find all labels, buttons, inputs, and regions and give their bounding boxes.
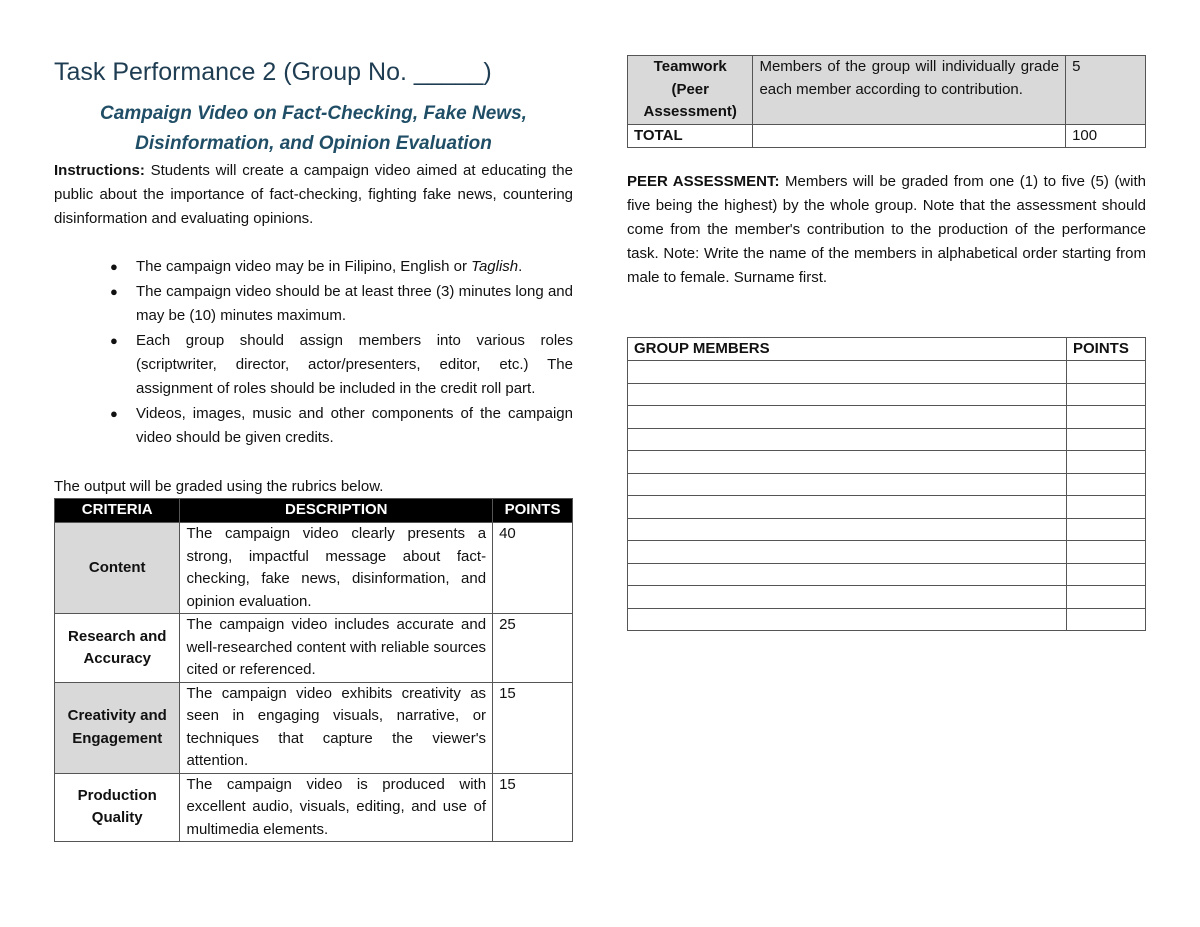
total-description xyxy=(753,124,1066,148)
member-name-cell[interactable] xyxy=(628,541,1067,564)
member-points-cell[interactable] xyxy=(1067,451,1146,474)
group-members-header: GROUP MEMBERS xyxy=(628,338,1067,361)
subtitle-line-1: Campaign Video on Fact-Checking, Fake News, xyxy=(100,103,527,124)
table-row xyxy=(628,518,1146,541)
rubric-criteria: Teamwork (Peer Assessment) xyxy=(628,56,753,125)
peer-assessment-label: PEER ASSESSMENT: xyxy=(627,173,780,190)
member-name-cell[interactable] xyxy=(628,586,1067,609)
bullet-icon: ● xyxy=(110,284,118,299)
member-rows xyxy=(628,361,1146,631)
member-points-cell[interactable] xyxy=(1067,406,1146,429)
instructions-label: Instructions: xyxy=(54,162,145,179)
table-row xyxy=(628,541,1146,564)
table-row xyxy=(628,406,1146,429)
members-header-row xyxy=(628,338,1146,361)
member-points-cell[interactable] xyxy=(1067,473,1146,496)
bullet-icon: ● xyxy=(110,333,118,348)
member-points-cell[interactable] xyxy=(1067,541,1146,564)
table-row xyxy=(628,428,1146,451)
table-row xyxy=(628,383,1146,406)
member-points-cell[interactable] xyxy=(1067,608,1146,631)
table-row xyxy=(55,682,573,773)
rubric-points: 15 xyxy=(493,682,573,773)
member-points-cell[interactable] xyxy=(1067,383,1146,406)
rubric-description: The campaign video clearly presents a strong, impactful message about fact-checking, fake news, disinformation, and opinion evaluation. xyxy=(180,523,493,614)
member-name-cell[interactable] xyxy=(628,563,1067,586)
peer-assessment-text: Members will be graded from one (1) to five (5) (with five being the highest) by the whole group. Note that the assessment should come from the member's contribution to the production of the performance task. Note: Write the name of the members in alphabetical order starting from male to female. Surname first. xyxy=(627,173,1146,286)
member-name-cell[interactable] xyxy=(628,518,1067,541)
subtitle-line-2: Disinformation, and Opinion Evaluation xyxy=(135,133,492,154)
total-points: 100 xyxy=(1066,124,1146,148)
bullet-icon: ● xyxy=(110,406,118,421)
member-points-cell[interactable] xyxy=(1067,563,1146,586)
rubric-criteria: Content xyxy=(55,523,180,614)
rubric-criteria: Research and Accuracy xyxy=(55,614,180,683)
page-title: Task Performance 2 (Group No. _____) xyxy=(54,58,492,86)
page-subtitle xyxy=(54,99,573,159)
group-members-table xyxy=(627,337,1146,631)
rubric-header-row xyxy=(55,499,573,523)
rubric-description: Members of the group will individually grade each member according to contribution. xyxy=(753,56,1066,125)
member-name-cell[interactable] xyxy=(628,361,1067,384)
table-row xyxy=(628,496,1146,519)
bullet-icon: ● xyxy=(110,259,118,274)
table-row xyxy=(628,56,1146,125)
rubric-points: 5 xyxy=(1066,56,1146,125)
list-item: ● Each group should assign members into various roles (scriptwriter, director, actor/presenters, editor, etc.) The assignment of roles should be included in the credit roll part. xyxy=(54,329,573,401)
points-header: POINTS xyxy=(1067,338,1146,361)
description-header: DESCRIPTION xyxy=(180,499,493,523)
rubric-table xyxy=(54,498,573,842)
table-row xyxy=(628,608,1146,631)
member-name-cell[interactable] xyxy=(628,473,1067,496)
member-points-cell[interactable] xyxy=(1067,518,1146,541)
instructions-paragraph xyxy=(54,159,573,231)
list-item: ● Videos, images, music and other components of the campaign video should be given credits. xyxy=(54,402,573,450)
member-name-cell[interactable] xyxy=(628,428,1067,451)
list-item: ● The campaign video may be in Filipino, English or Taglish. xyxy=(54,255,573,279)
member-points-cell[interactable] xyxy=(1067,361,1146,384)
rubric-points: 15 xyxy=(493,773,573,842)
member-points-cell[interactable] xyxy=(1067,496,1146,519)
member-name-cell[interactable] xyxy=(628,496,1067,519)
member-name-cell[interactable] xyxy=(628,451,1067,474)
table-row xyxy=(628,473,1146,496)
member-name-cell[interactable] xyxy=(628,406,1067,429)
points-header: POINTS xyxy=(493,499,573,523)
rubric-description: The campaign video exhibits creativity as seen in engaging visuals, narrative, or techniques that capture the viewer's attention. xyxy=(180,682,493,773)
instructions-text: Students will create a campaign video aimed at educating the public about the importance of fact-checking, fighting fake news, countering disinformation and evaluating opinions. xyxy=(54,162,573,227)
rubric-points: 40 xyxy=(493,523,573,614)
rubric-criteria: Creativity and Engagement xyxy=(55,682,180,773)
table-row xyxy=(55,523,573,614)
member-name-cell[interactable] xyxy=(628,383,1067,406)
table-row xyxy=(55,614,573,683)
graded-note: The output will be graded using the rubrics below. xyxy=(54,478,384,495)
list-item: ● The campaign video should be at least three (3) minutes long and may be (10) minutes maximum. xyxy=(54,280,573,328)
instructions-bullet-list xyxy=(54,255,573,451)
rubric-points: 25 xyxy=(493,614,573,683)
rubric-description: The campaign video includes accurate and well-researched content with reliable sources cited or referenced. xyxy=(180,614,493,683)
rubric-description: The campaign video is produced with excellent audio, visuals, editing, and use of multimedia elements. xyxy=(180,773,493,842)
member-name-cell[interactable] xyxy=(628,608,1067,631)
table-row xyxy=(628,361,1146,384)
member-points-cell[interactable] xyxy=(1067,586,1146,609)
criteria-header: CRITERIA xyxy=(55,499,180,523)
table-row xyxy=(55,773,573,842)
total-label: TOTAL xyxy=(628,124,753,148)
table-row xyxy=(628,586,1146,609)
peer-assessment-paragraph xyxy=(627,170,1146,290)
table-row xyxy=(628,451,1146,474)
table-row xyxy=(628,563,1146,586)
rubric-criteria: Production Quality xyxy=(55,773,180,842)
member-points-cell[interactable] xyxy=(1067,428,1146,451)
rubric-table-continued xyxy=(627,55,1146,148)
total-row xyxy=(628,124,1146,148)
